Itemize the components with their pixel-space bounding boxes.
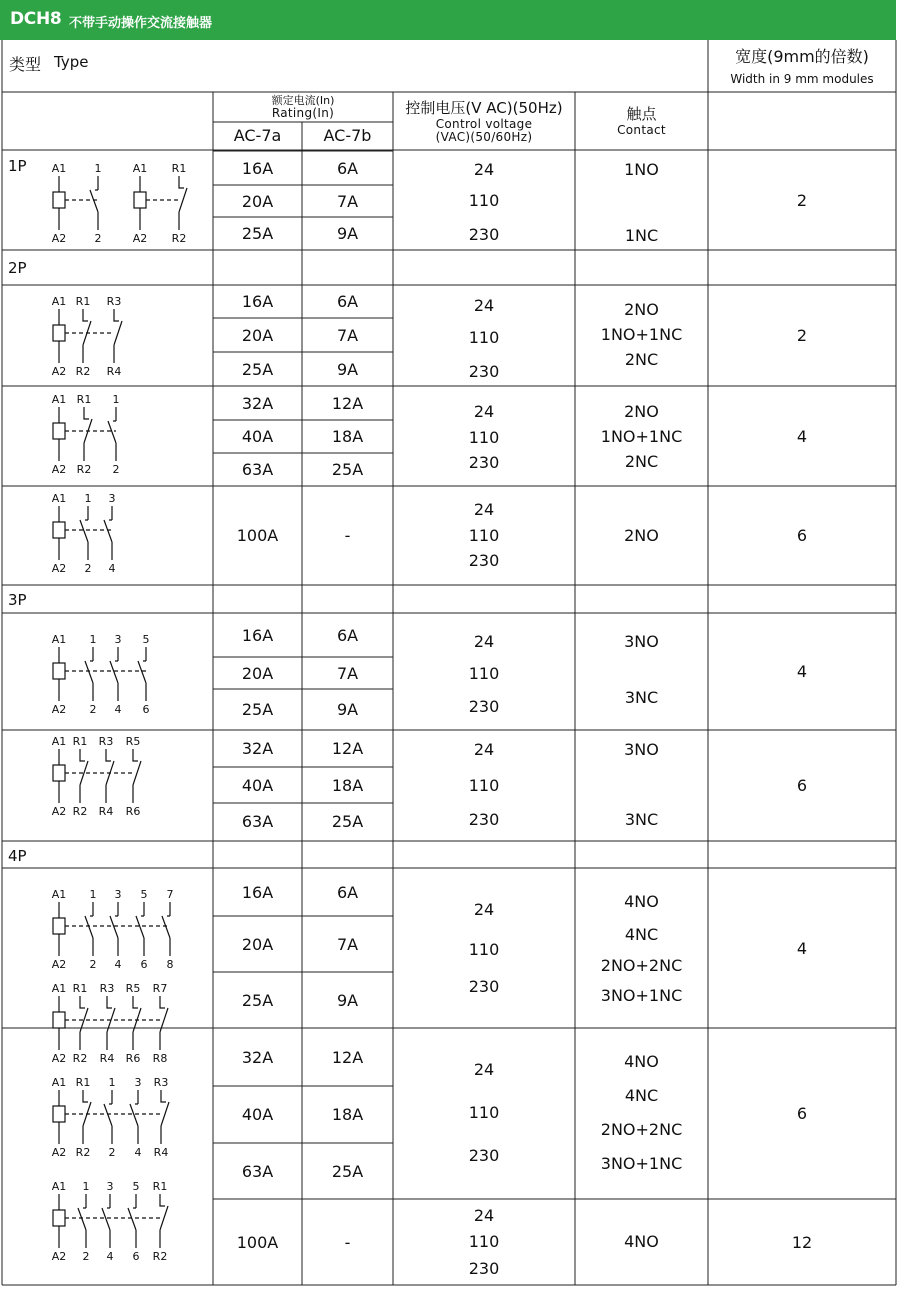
ac7b-cell: 7A [336, 934, 359, 954]
coil-symbol [53, 192, 65, 208]
type-label-en: Type [54, 53, 89, 71]
contact-value: 3NO [624, 739, 659, 759]
ac7b-cell: 9A [336, 223, 359, 243]
coil-terminal-top-label: A1 [51, 735, 67, 748]
nc-contact-symbol [107, 996, 115, 1050]
section-3p: 3P [8, 591, 27, 609]
contact-terminal-top-label: R1 [72, 982, 88, 995]
ac7b-header: AC-7b [323, 126, 372, 145]
voltage-header [393, 93, 575, 149]
contact-terminal-top-label: 7 [166, 888, 174, 901]
contact-terminal-top-label: 1 [112, 393, 120, 406]
contact-terminal-top-label: R3 [153, 1076, 169, 1089]
ac7a-cell: 16A [241, 625, 274, 645]
wiring-diagram [50, 293, 132, 377]
coil-symbol [53, 1106, 65, 1122]
contact-terminal-top-label: R1 [171, 162, 187, 175]
voltage-value: 24 [473, 899, 495, 919]
contact-terminal-bottom-label: 2 [94, 232, 102, 244]
ac7a-cell: 25A [241, 990, 274, 1010]
no-contact-symbol [90, 176, 98, 230]
ac7b-cell: - [344, 526, 351, 545]
contact-terminal-bottom-label: 4 [134, 1146, 142, 1158]
product-name: 不带手动操作交流接触器 [69, 16, 213, 31]
voltage-header-cn: 控制电压(V AC)(50Hz) [405, 99, 563, 117]
section-4p: 4P [8, 847, 27, 865]
voltage-value: 24 [473, 1205, 495, 1225]
no-contact-symbol [80, 506, 88, 560]
contact-terminal-bottom-label: 4 [114, 958, 122, 970]
voltage-value: 110 [468, 775, 500, 795]
coil-terminal-bottom-label: A2 [132, 232, 148, 244]
coil-symbol [53, 325, 65, 341]
contact-value: 2NC [624, 451, 659, 471]
contact-terminal-top-label: 1 [89, 888, 97, 901]
nc-contact-symbol [133, 749, 141, 803]
type-label-cn: 类型 [9, 55, 42, 74]
no-contact-symbol [110, 647, 118, 701]
contact-terminal-top-label: R7 [152, 982, 168, 995]
coil-symbol [53, 1012, 65, 1028]
coil-symbol [53, 423, 65, 439]
contact-terminal-bottom-label: R4 [153, 1146, 169, 1158]
contact-terminal-bottom-label: 2 [82, 1250, 90, 1262]
ac7a-cell: 63A [241, 460, 274, 479]
voltage-value: 24 [473, 401, 495, 421]
no-contact-symbol [136, 902, 144, 956]
contact-value: 4NO [624, 891, 659, 911]
no-contact-symbol [85, 647, 93, 701]
ac7b-cell: 6A [336, 292, 359, 311]
ac7b-cell: 6A [336, 158, 359, 178]
ac7a-cell: 20A [241, 934, 274, 954]
ac7a-cell: 16A [241, 158, 274, 178]
contact-terminal-top-label: 1 [94, 162, 102, 175]
ac7b-cell: 12A [331, 393, 364, 413]
contact-value: 2NO+2NC [600, 955, 683, 975]
coil-terminal-top-label: A1 [51, 492, 67, 505]
coil-symbol [53, 765, 65, 781]
contact-terminal-bottom-label: R2 [72, 805, 88, 817]
rating-header-cn: 额定电流(In) [271, 94, 335, 107]
voltage-value: 230 [468, 550, 500, 570]
voltage-value: 24 [473, 159, 495, 179]
nc-contact-symbol [161, 1090, 169, 1144]
ac7b-cell: 9A [336, 990, 359, 1010]
voltage-value: 230 [468, 809, 500, 829]
ac7b-cell: 6A [336, 625, 359, 645]
ac7a-cell: 40A [241, 1105, 274, 1124]
contact-value: 3NO+1NC [600, 1153, 683, 1173]
wiring-diagram [50, 391, 134, 475]
coil-terminal-bottom-label: A2 [51, 562, 67, 574]
nc-contact-symbol [83, 309, 91, 363]
contact-value: 3NO [624, 631, 659, 651]
contact-terminal-bottom-label: R2 [75, 1146, 91, 1158]
contact-terminal-top-label: R5 [125, 735, 141, 748]
no-contact-symbol [108, 407, 116, 461]
voltage-value: 110 [468, 525, 500, 545]
wiring-diagram [50, 733, 151, 817]
ac7a-cell: 16A [241, 882, 274, 902]
contact-terminal-bottom-label: R8 [152, 1052, 168, 1064]
voltage-value: 230 [468, 1258, 500, 1278]
no-contact-symbol [138, 647, 146, 701]
ac7a-cell: 32A [241, 739, 274, 758]
voltage-value: 110 [468, 190, 500, 210]
contact-terminal-bottom-label: 2 [89, 958, 97, 970]
contact-terminal-bottom-label: 6 [132, 1250, 140, 1262]
contact-terminal-bottom-label: R2 [152, 1250, 168, 1262]
contact-terminal-top-label: 1 [89, 633, 97, 646]
voltage-value: 230 [468, 224, 500, 244]
contact-value: 4NC [624, 1085, 659, 1105]
module-width-value: 6 [796, 526, 808, 545]
contact-header-en: Contact [617, 123, 666, 137]
voltage-value: 24 [473, 739, 495, 759]
ac7b-cell: 25A [331, 812, 364, 831]
coil-symbol [53, 1210, 65, 1226]
voltage-value: 110 [468, 939, 500, 959]
no-contact-symbol [128, 1194, 136, 1248]
wiring-diagram [131, 160, 197, 244]
ac7b-cell: 18A [331, 427, 364, 446]
voltage-header-en2: (VAC)(50/60Hz) [435, 130, 533, 144]
contact-value: 2NO [624, 525, 659, 545]
ac7a-cell: 63A [241, 1161, 274, 1181]
no-contact-symbol [104, 506, 112, 560]
contact-header [575, 93, 708, 149]
ac7b-cell: 7A [336, 325, 359, 345]
contact-terminal-bottom-label: 4 [114, 703, 122, 715]
no-contact-symbol [162, 902, 170, 956]
coil-terminal-bottom-label: A2 [51, 1146, 67, 1158]
coil-terminal-bottom-label: A2 [51, 365, 67, 377]
nc-contact-symbol [133, 996, 141, 1050]
contact-terminal-bottom-label: R4 [106, 365, 122, 377]
coil-terminal-bottom-label: A2 [51, 463, 67, 475]
contact-value: 2NO [624, 299, 659, 319]
coil-terminal-top-label: A1 [51, 982, 67, 995]
ac7a-cell: 16A [241, 292, 274, 311]
ac7b-cell: 7A [336, 191, 359, 211]
coil-terminal-top-label: A1 [132, 162, 148, 175]
contact-terminal-top-label: R1 [72, 735, 88, 748]
ac7b-cell: 25A [331, 1161, 364, 1181]
contact-terminal-top-label: 3 [108, 492, 116, 505]
no-contact-symbol [130, 1090, 138, 1144]
contact-terminal-bottom-label: R6 [125, 805, 141, 817]
contact-value: 3NC [624, 687, 659, 707]
nc-contact-symbol [114, 309, 122, 363]
ac7a-cell: 25A [241, 359, 274, 379]
contact-terminal-top-label: R1 [152, 1180, 168, 1193]
wiring-diagram [50, 1074, 179, 1158]
ac7a-cell: 40A [241, 775, 274, 795]
contact-terminal-top-label: 1 [108, 1076, 116, 1089]
coil-terminal-bottom-label: A2 [51, 1052, 67, 1064]
contact-value: 1NO+1NC [600, 324, 683, 344]
contact-terminal-bottom-label: R2 [171, 232, 187, 244]
coil-terminal-top-label: A1 [51, 162, 67, 175]
module-width-value: 2 [796, 326, 808, 345]
ac7b-cell: 18A [331, 1105, 364, 1124]
contact-terminal-bottom-label: 8 [166, 958, 174, 970]
voltage-value: 230 [468, 1145, 500, 1165]
ac7a-cell: 32A [241, 1047, 274, 1067]
no-contact-symbol [102, 1194, 110, 1248]
contact-terminal-top-label: 3 [134, 1076, 142, 1089]
voltage-value: 230 [468, 976, 500, 996]
ac7b-cell: 12A [331, 1047, 364, 1067]
contact-value: 1NC [624, 225, 659, 245]
ac7b-cell: 25A [331, 460, 364, 479]
contact-terminal-bottom-label: R4 [99, 1052, 115, 1064]
contact-terminal-bottom-label: 6 [142, 703, 150, 715]
ac7b-cell: 9A [336, 359, 359, 379]
voltage-value: 24 [473, 631, 495, 651]
contact-terminal-bottom-label: R2 [75, 365, 91, 377]
coil-terminal-top-label: A1 [51, 888, 67, 901]
coil-terminal-bottom-label: A2 [51, 805, 67, 817]
nc-contact-symbol [179, 176, 187, 230]
width-header-en: Width in 9 mm modules [730, 72, 874, 86]
contact-terminal-bottom-label: R2 [72, 1052, 88, 1064]
coil-symbol [53, 918, 65, 934]
voltage-header-en1: Control voltage [435, 117, 533, 131]
no-contact-symbol [110, 902, 118, 956]
ac7a-cell: 100A [236, 1232, 279, 1252]
ac7a-cell: 20A [241, 191, 274, 211]
ac7b-cell: 6A [336, 882, 359, 902]
voltage-value: 24 [473, 295, 495, 315]
contact-value: 4NO [624, 1051, 659, 1071]
ac7a-cell: 32A [241, 393, 274, 413]
contact-terminal-top-label: 5 [142, 633, 150, 646]
coil-terminal-top-label: A1 [51, 1180, 67, 1193]
contact-terminal-bottom-label: 2 [108, 1146, 116, 1158]
coil-terminal-bottom-label: A2 [51, 232, 67, 244]
section-2p: 2P [8, 259, 27, 277]
voltage-value: 230 [468, 452, 500, 472]
coil-terminal-bottom-label: A2 [51, 703, 67, 715]
contact-terminal-bottom-label: 6 [140, 958, 148, 970]
ac7b-cell: 12A [331, 739, 364, 758]
coil-terminal-top-label: A1 [51, 295, 67, 308]
coil-terminal-bottom-label: A2 [51, 958, 67, 970]
contact-terminal-bottom-label: 4 [106, 1250, 114, 1262]
wiring-diagram [50, 980, 178, 1064]
ac7b-cell: - [344, 1232, 351, 1252]
contact-terminal-bottom-label: 2 [89, 703, 97, 715]
contact-value: 2NC [624, 349, 659, 369]
contact-terminal-top-label: R5 [125, 982, 141, 995]
coil-terminal-bottom-label: A2 [51, 1250, 67, 1262]
ac7a-cell: 25A [241, 700, 274, 719]
contact-value: 4NC [624, 924, 659, 944]
nc-contact-symbol [80, 996, 88, 1050]
wiring-diagram [50, 631, 164, 715]
contact-value: 4NO [624, 1231, 659, 1251]
contact-terminal-top-label: R1 [76, 393, 92, 406]
voltage-value: 110 [468, 427, 500, 447]
contact-terminal-top-label: R3 [98, 735, 114, 748]
voltage-value: 110 [468, 327, 500, 347]
module-width-value: 4 [796, 426, 808, 446]
voltage-value: 230 [468, 696, 500, 716]
voltage-value: 24 [473, 1059, 495, 1079]
module-width-value: 4 [796, 938, 808, 958]
contact-terminal-bottom-label: 2 [84, 562, 92, 574]
rating-header [213, 93, 393, 122]
ac7a-cell: 20A [241, 663, 274, 683]
coil-symbol [134, 192, 146, 208]
contact-header-cn: 触点 [626, 105, 657, 123]
wiring-diagram [50, 886, 188, 970]
ac7a-cell: 20A [241, 325, 274, 345]
no-contact-symbol [78, 1194, 86, 1248]
contact-value: 3NC [624, 809, 659, 829]
ac7b-cell: 9A [336, 700, 359, 719]
contact-terminal-top-label: R1 [75, 1076, 91, 1089]
wiring-diagram [50, 160, 116, 244]
ac7a-cell: 25A [241, 223, 274, 243]
coil-symbol [53, 663, 65, 679]
nc-contact-symbol [160, 996, 168, 1050]
contact-terminal-top-label: R1 [75, 295, 91, 308]
wiring-diagram [50, 1178, 178, 1262]
nc-contact-symbol [80, 749, 88, 803]
contact-terminal-top-label: 3 [114, 888, 122, 901]
contact-terminal-bottom-label: R2 [76, 463, 92, 475]
voltage-value: 24 [473, 499, 495, 519]
ac7a-cell: 100A [236, 526, 279, 545]
contact-value: 2NO+2NC [600, 1119, 683, 1139]
contact-value: 1NO [624, 159, 659, 179]
contact-terminal-top-label: 1 [82, 1180, 90, 1193]
no-contact-symbol [104, 1090, 112, 1144]
contact-terminal-top-label: 5 [132, 1180, 140, 1193]
contact-terminal-top-label: R3 [99, 982, 115, 995]
ac7a-cell: 63A [241, 812, 274, 831]
contact-terminal-top-label: 5 [140, 888, 148, 901]
module-width-value: 6 [796, 775, 808, 795]
coil-terminal-top-label: A1 [51, 393, 67, 406]
voltage-value: 110 [468, 663, 500, 683]
nc-contact-symbol [83, 1090, 91, 1144]
contact-terminal-bottom-label: 2 [112, 463, 120, 475]
contact-terminal-top-label: 1 [84, 492, 92, 505]
ac7a-cell: 40A [241, 427, 274, 446]
nc-contact-symbol [160, 1194, 168, 1248]
contact-value: 2NO [624, 401, 659, 421]
contact-terminal-top-label: 3 [106, 1180, 114, 1193]
module-width-value: 12 [791, 1232, 813, 1252]
voltage-value: 110 [468, 1102, 500, 1122]
model-name: DCH8 [10, 9, 62, 29]
contact-terminal-bottom-label: R4 [98, 805, 114, 817]
nc-contact-symbol [84, 407, 92, 461]
width-header-cn: 宽度(9mm的倍数) [735, 46, 869, 66]
coil-symbol [53, 522, 65, 538]
module-width-value: 6 [796, 1104, 808, 1123]
ac7b-cell: 18A [331, 775, 364, 795]
voltage-value: 110 [468, 1231, 500, 1251]
contact-terminal-bottom-label: R6 [125, 1052, 141, 1064]
contact-terminal-top-label: 3 [114, 633, 122, 646]
contact-terminal-bottom-label: 4 [108, 562, 116, 574]
no-contact-symbol [85, 902, 93, 956]
section-1p: 1P [8, 157, 27, 175]
rating-header-en: Rating(In) [271, 106, 335, 120]
module-width-value: 4 [796, 662, 808, 681]
ac7b-cell: 7A [336, 663, 359, 683]
contact-value: 3NO+1NC [600, 985, 683, 1005]
contact-value: 1NO+1NC [600, 426, 683, 446]
contact-terminal-top-label: R3 [106, 295, 122, 308]
module-width-value: 2 [796, 190, 808, 210]
nc-contact-symbol [106, 749, 114, 803]
coil-terminal-top-label: A1 [51, 1076, 67, 1089]
coil-terminal-top-label: A1 [51, 633, 67, 646]
wiring-diagram [50, 490, 130, 574]
voltage-value: 230 [468, 361, 500, 381]
ac7a-header: AC-7a [233, 126, 282, 145]
